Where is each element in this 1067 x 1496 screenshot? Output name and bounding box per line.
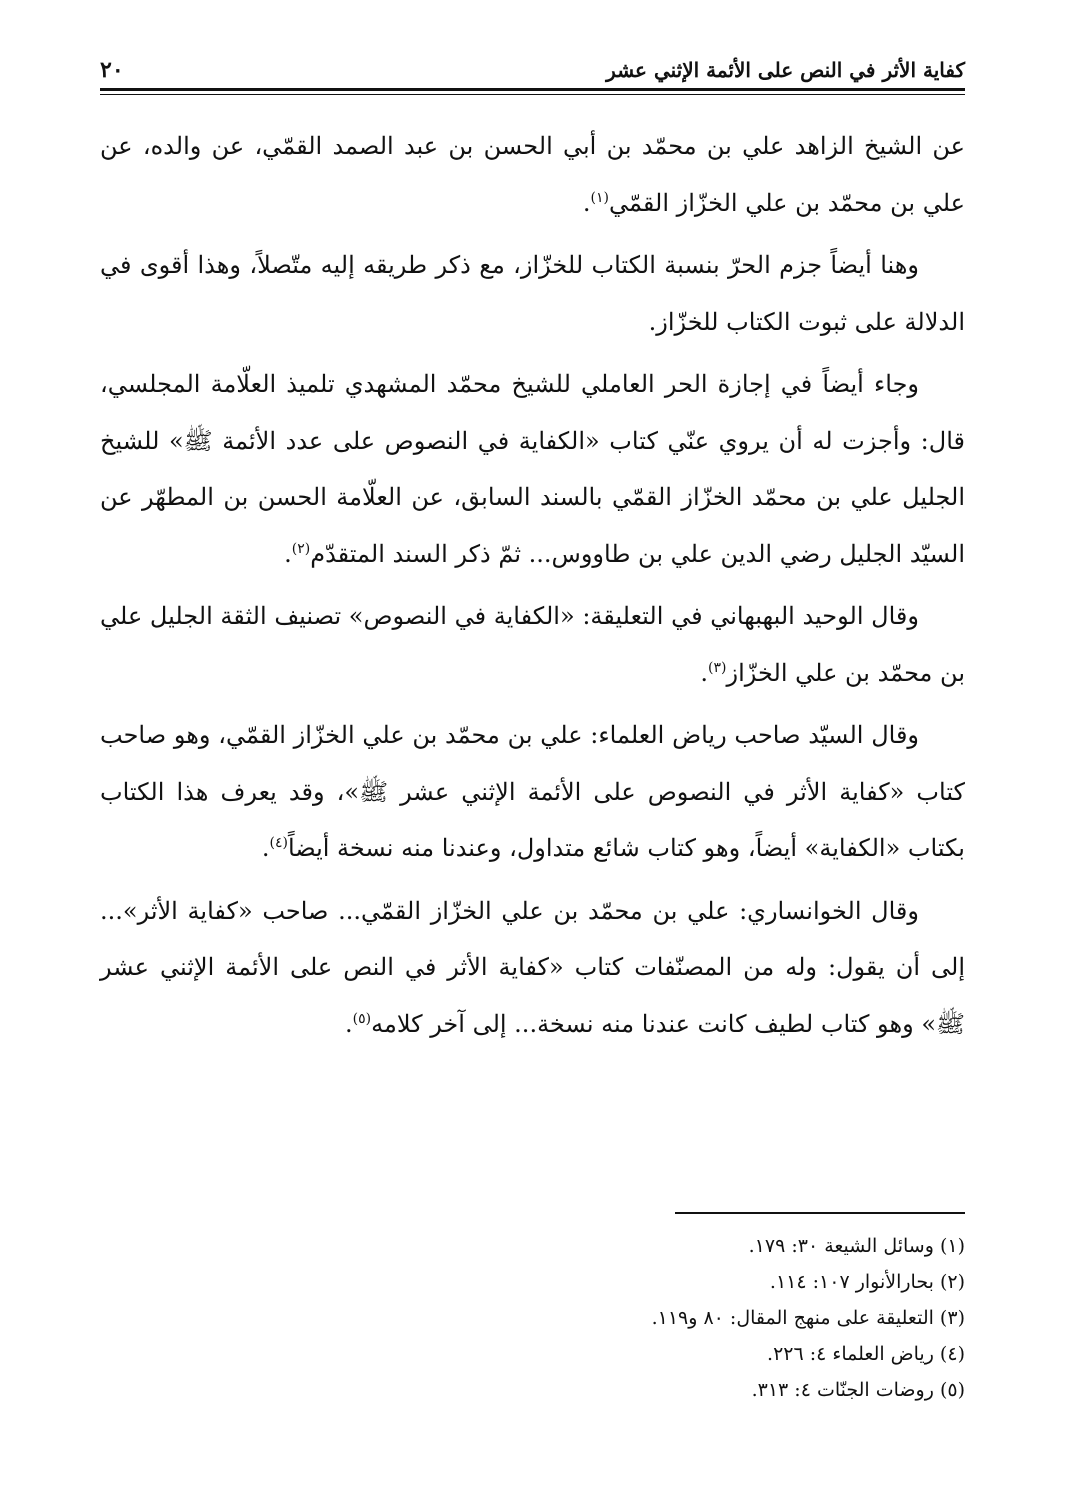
footnote-2: (٢) بحارالأنوار ١٠٧: ١١٤. <box>769 1271 965 1293</box>
footnote-ref: (٤) <box>269 835 288 851</box>
body-text <box>100 118 965 1058</box>
footnote-3: (٣) التعليقة على منهج المقال: ٨٠ و١١٩. <box>651 1307 965 1329</box>
running-header <box>100 40 965 84</box>
footnote-1: (١) وسائل الشيعة ٣٠: ١٧٩. <box>748 1235 965 1257</box>
header-title: كفاية الأثر في النص على الأئمة الإثني عشر <box>606 58 965 82</box>
paragraph-text: وقال السيّد صاحب رياض العلماء: علي بن محمّد بن علي الخزّاز القمّي، وهو صاحب كتاب «كفاية الأثر في النصوص على الأئمة الإثني عشر ﷺ»، وقد يعرف هذا الكتاب بكتاب «الكفاية» أيضاً، وهو كتاب شائع متداول، وعندنا منه نسخة أيضاً <box>100 721 965 862</box>
paragraph-text: وجاء أيضاً في إجازة الحر العاملي للشيخ محمّد المشهدي تلميذ العلّامة المجلسي، قال: وأجزت له أن يروي عنّي كتاب «الكفاية في النصوص على عدد الأئمة ﷺ» للشيخ الجليل علي بن محمّد الخزّاز القمّي بالسند السابق، عن العلّامة الحسن بن المطهّر عن السيّد الجليل رضي الدين علي بن طاووس... ثمّ ذكر السند المتقدّم <box>100 370 965 568</box>
page-number: ٢٠ <box>100 57 124 83</box>
footnote-divider <box>675 1212 965 1214</box>
paragraph-1 <box>100 118 965 231</box>
header-divider <box>100 88 965 95</box>
paragraph-text: عن الشيخ الزاهد علي بن محمّد بن أبي الحسن بن عبد الصمد القمّي، عن والده، عن علي بن محمّد بن علي الخزّاز القمّي <box>100 132 965 217</box>
paragraph-2 <box>100 237 965 350</box>
paragraph-3 <box>100 356 965 582</box>
footnote-ref: (٣) <box>708 659 727 676</box>
paragraph-4 <box>100 588 965 701</box>
paragraph-tail: . <box>284 539 292 568</box>
paragraph-text: وهنا أيضاً جزم الحرّ بنسبة الكتاب للخزّاز، مع ذكر طريقه إليه متّصلاً، وهذا أقوى في الدلالة على ثبوت الكتاب للخزّاز. <box>100 251 965 336</box>
footnote-ref: (٢) <box>291 540 311 557</box>
paragraph-tail: . <box>261 834 270 862</box>
paragraph-text: وقال الوحيد البهبهاني في التعليقة: «الكفاية في النصوص» تصنيف الثقة الجليل علي بن محمّد بن علي الخزّاز <box>100 602 965 687</box>
paragraph-6 <box>100 883 965 1053</box>
paragraph-tail: . <box>582 188 591 217</box>
paragraph-tail: . <box>700 658 709 687</box>
paragraph-text: وقال الخوانساري: علي بن محمّد بن علي الخزّاز القمّي... صاحب «كفاية الأثر»... إلى أن يقول: وله من المصنّفات كتاب «كفاية الأثر في النص على الأئمة الإثني عشر ﷺ» وهو كتاب لطيف كانت عندنا منه نسخة... إلى آخر كلامه <box>100 896 965 1038</box>
footnote-ref: (١) <box>590 189 609 206</box>
footnotes <box>365 1228 965 1408</box>
footnote-ref: (٥) <box>352 1010 372 1027</box>
paragraph-5 <box>100 707 965 877</box>
paragraph-tail: . <box>344 1009 353 1038</box>
footnote-4: (٤) رياض العلماء ٤: ٢٢٦. <box>767 1343 965 1365</box>
footnote-5: (٥) روضات الجنّات ٤: ٣١٣. <box>751 1379 965 1401</box>
